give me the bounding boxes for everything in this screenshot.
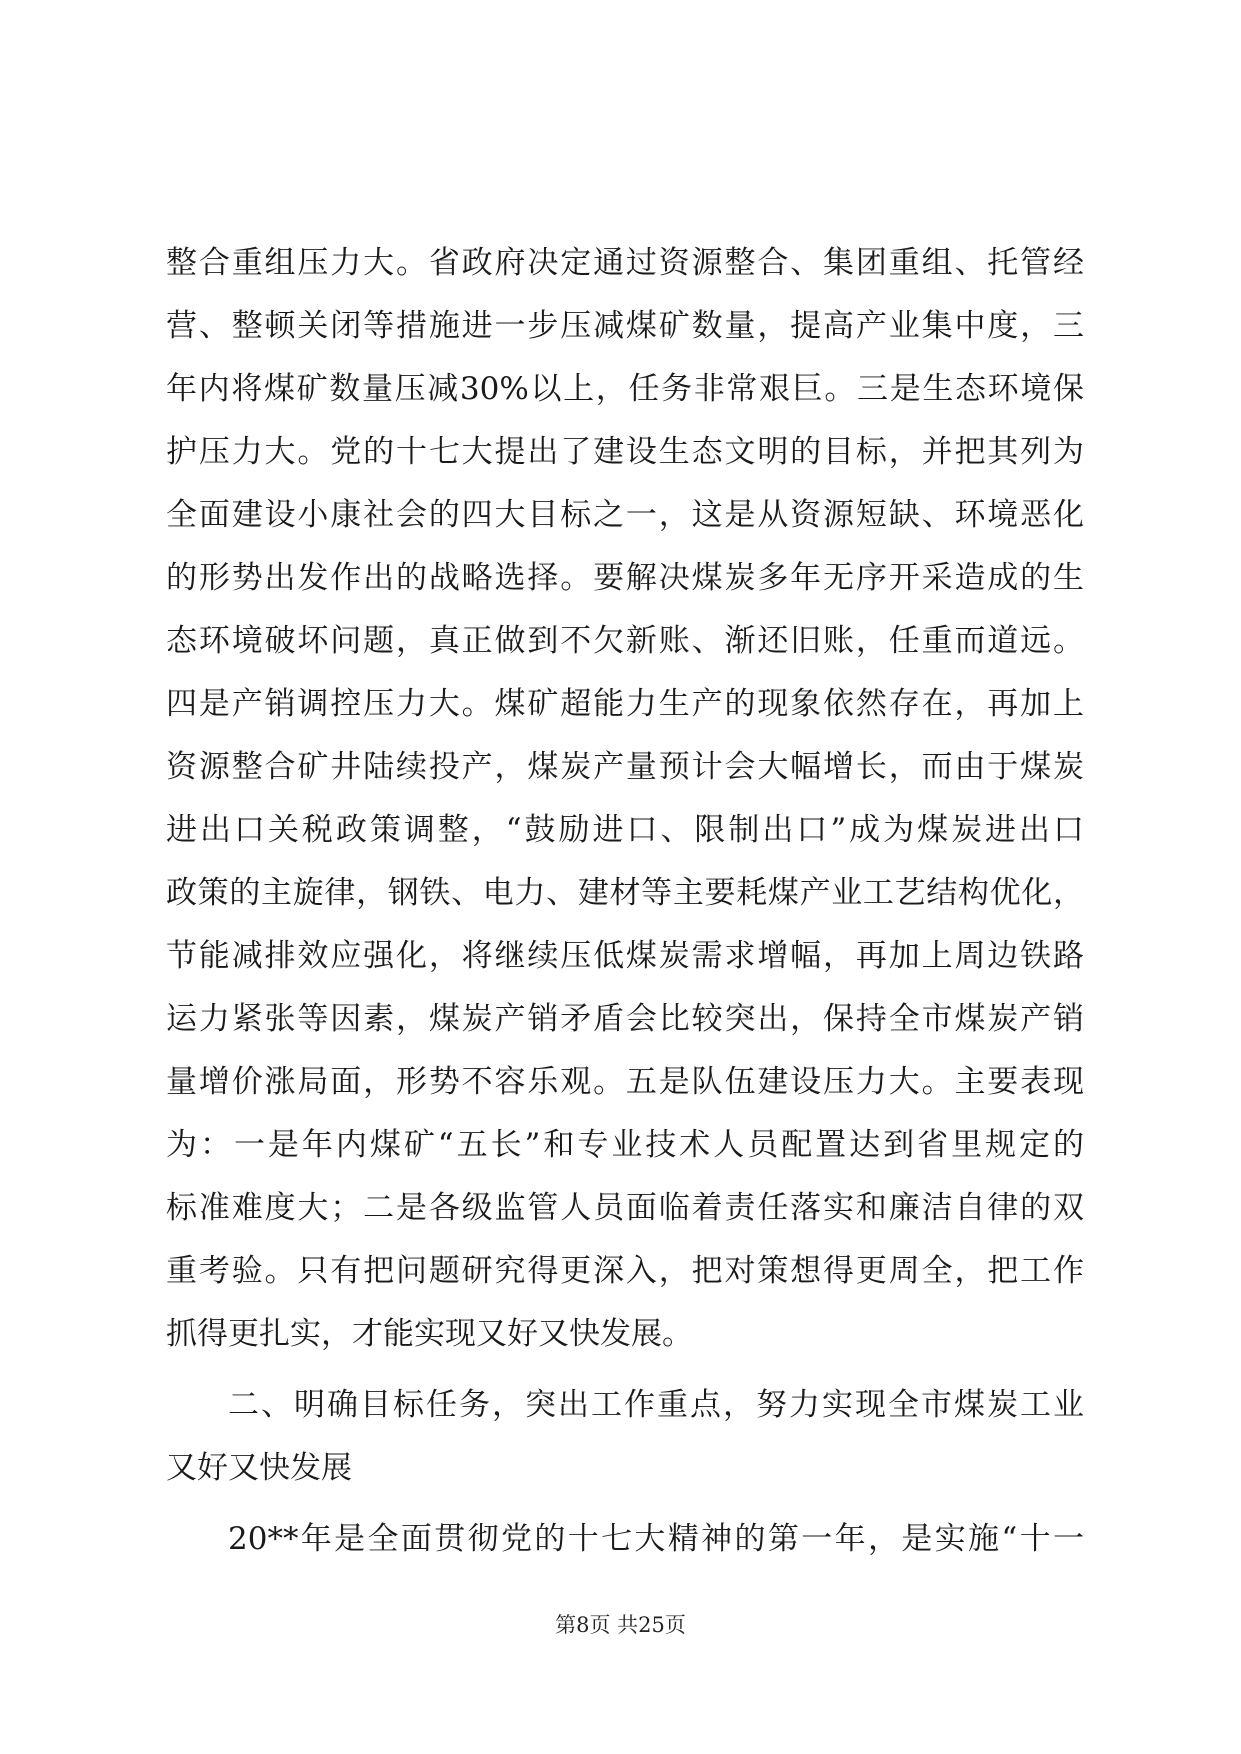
text-line: 运力紧张等因素，煤炭产销矛盾会比较突出，保持全市煤炭产销 — [166, 1001, 1084, 1037]
text-line: 资源整合矿井陆续投产，煤炭产量预计会大幅增长，而由于煤炭 — [166, 749, 1084, 785]
text-line: 政策的主旋律，钢铁、电力、建材等主要耗煤产业工艺结构优化， — [166, 875, 1084, 911]
text-line: 护压力大。党的十七大提出了建设生态文明的目标，并把其列为 — [166, 434, 1084, 470]
text-line: 重考验。只有把问题研究得更深入，把对策想得更周全，把工作 — [166, 1253, 1084, 1289]
text-line: 四是产销调控压力大。煤矿超能力生产的现象依然存在，再加上 — [166, 686, 1084, 722]
text-line: 年内将煤矿数量压减30%以上，任务非常艰巨。三是生态环境保 — [166, 371, 1084, 407]
document-body — [166, 232, 1084, 1571]
text-line: 量增价涨局面，形势不容乐观。五是队伍建设压力大。主要表现 — [166, 1064, 1084, 1100]
text-line: 节能减排效应强化，将继续压低煤炭需求增幅，再加上周边铁路 — [166, 938, 1084, 974]
text-line: 态环境破坏问题，真正做到不欠新账、渐还旧账，任重而道远。 — [166, 623, 1084, 659]
text-line: 进出口关税政策调整，“鼓励进口、限制出口”成为煤炭进出口 — [166, 812, 1084, 848]
text-line: 整合重组压力大。省政府决定通过资源整合、集团重组、托管经 — [166, 245, 1084, 281]
text-line: 营、整顿关闭等措施进一步压减煤矿数量，提高产业集中度，三 — [166, 308, 1084, 344]
text-line: 为：一是年内煤矿“五长”和专业技术人员配置达到省里规定的 — [166, 1127, 1084, 1163]
text-line: 的形势出发作出的战略选择。要解决煤炭多年无序开采造成的生 — [166, 560, 1084, 596]
section-heading-line: 又好又快发展 — [166, 1450, 352, 1486]
text-line: 全面建设小康社会的四大目标之一，这是从资源短缺、环境恶化 — [166, 497, 1084, 533]
text-line: 抓得更扎实，才能实现又好又快发展。 — [166, 1316, 693, 1352]
page-footer: 第8页 共25页 — [555, 1613, 686, 1637]
paragraph-first-line: 20**年是全面贯彻党的十七大精神的第一年，是实施“十一 — [228, 1521, 1084, 1557]
section-heading-line: 二、明确目标任务，突出工作重点，努力实现全市煤炭工业 — [228, 1387, 1084, 1423]
text-line: 标准难度大；二是各级监管人员面临着责任落实和廉洁自律的双 — [166, 1190, 1084, 1226]
